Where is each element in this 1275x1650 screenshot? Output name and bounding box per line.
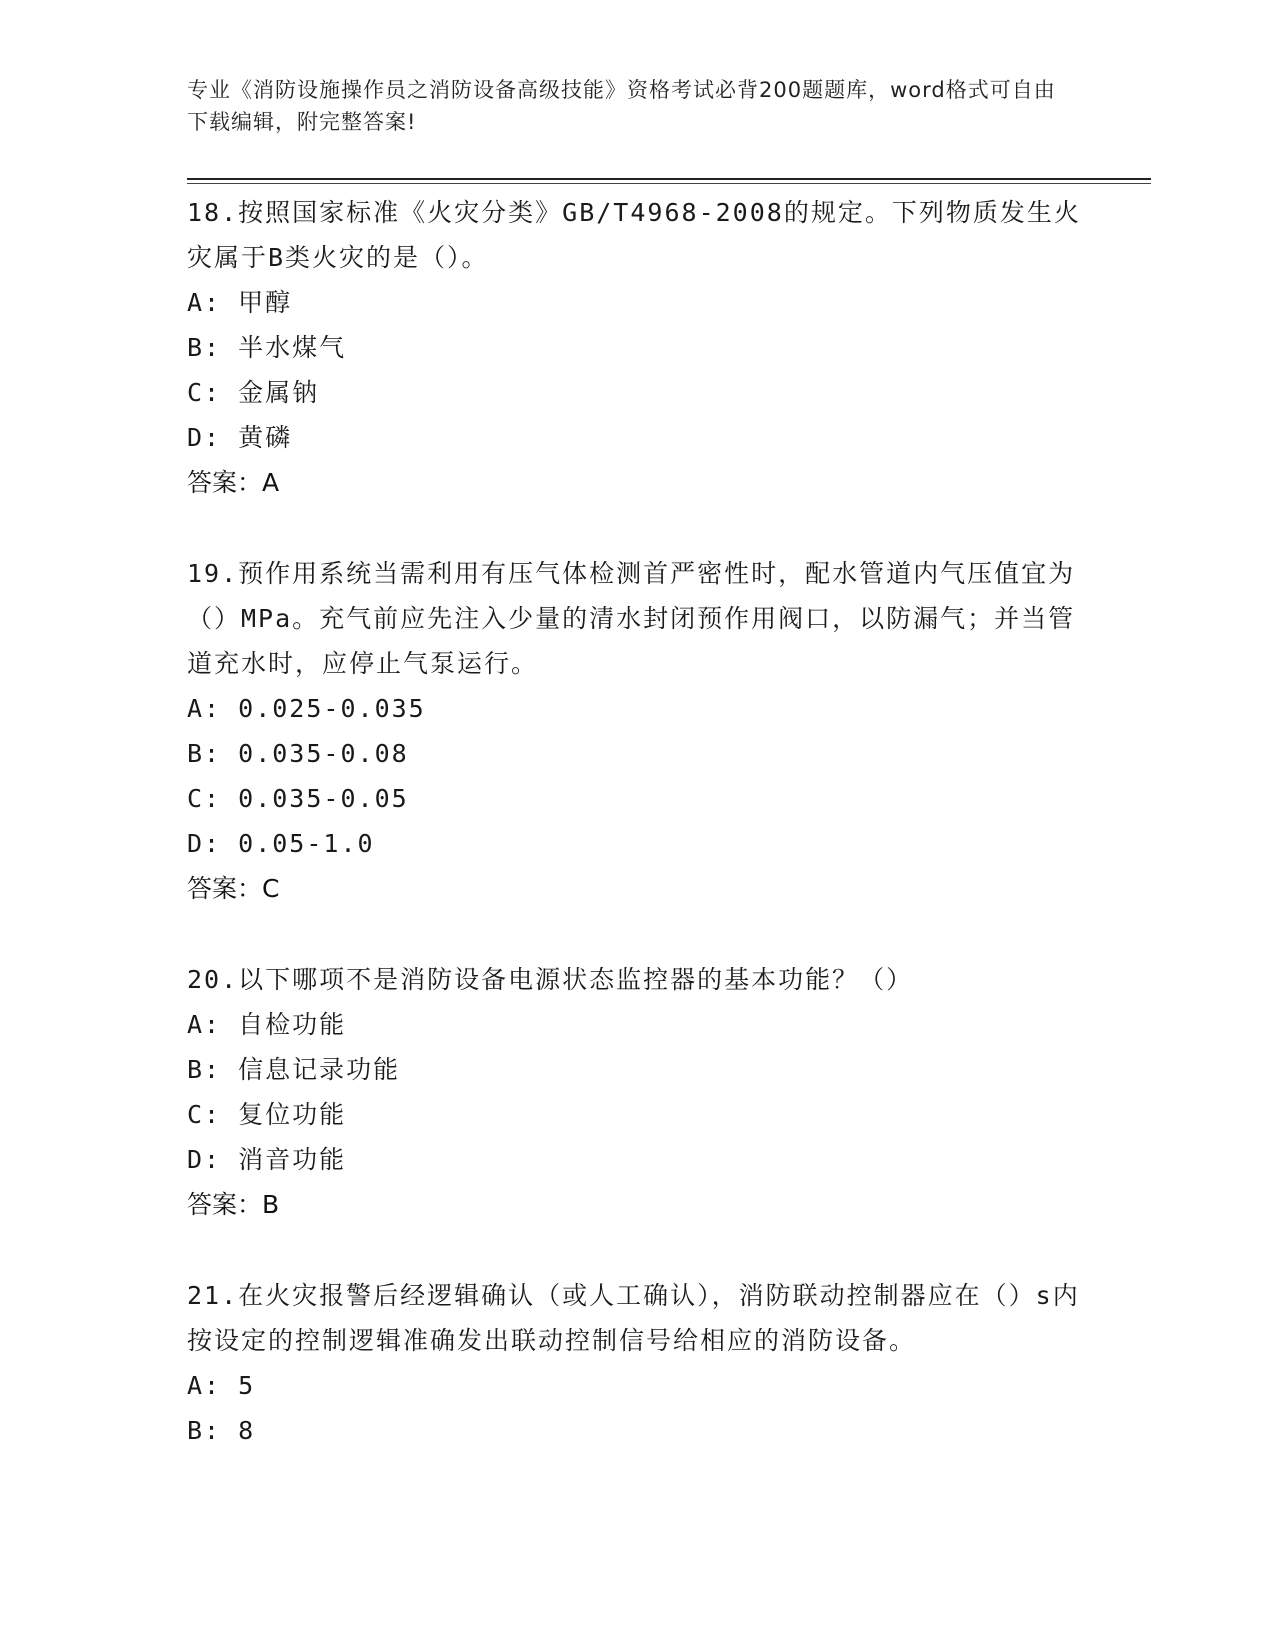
document-header: 专业《消防设施操作员之消防设备高级技能》资格考试必背200题题库，word格式可自由下载编辑，附完整答案! <box>187 78 1056 134</box>
question-text: 21.在火灾报警后经逻辑确认（或人工确认），消防联动控制器应在（）s内按设定的控制逻辑准确发出联动控制信号给相应的消防设备。 <box>187 1281 1080 1355</box>
option-b: B: 8 <box>187 1416 256 1445</box>
option-a: A: 0.025-0.035 <box>187 694 426 723</box>
question-20 <box>187 957 1087 1227</box>
option-c: C: 金属钠 <box>187 378 320 407</box>
question-text: 18.按照国家标准《火灾分类》GB/T4968-2008的规定。下列物质发生火灾属于B类火灾的是（）。 <box>187 198 1081 272</box>
header-divider-thick <box>187 178 1151 180</box>
option-d: D: 0.05-1.0 <box>187 829 375 858</box>
question-list <box>187 190 1087 1499</box>
answer-line: 答案：C <box>187 874 280 903</box>
option-c: C: 0.035-0.05 <box>187 784 409 813</box>
answer-line: 答案：A <box>187 468 280 497</box>
option-a: A: 甲醇 <box>187 288 293 317</box>
option-a: A: 自检功能 <box>187 1010 347 1039</box>
question-18 <box>187 190 1087 505</box>
question-text: 19.预作用系统当需利用有压气体检测首严密性时，配水管道内气压值宜为（）MPa。充气前应先注入少量的清水封闭预作用阀口，以防漏气；并当管道充水时，应停止气泵运行。 <box>187 559 1076 678</box>
header-divider-thin <box>187 183 1151 184</box>
option-d: D: 黄磷 <box>187 423 293 452</box>
option-b: B: 0.035-0.08 <box>187 739 409 768</box>
option-d: D: 消音功能 <box>187 1145 347 1174</box>
option-b: B: 半水煤气 <box>187 333 347 362</box>
option-a: A: 5 <box>187 1371 256 1400</box>
option-c: C: 复位功能 <box>187 1100 347 1129</box>
question-21 <box>187 1273 1087 1453</box>
question-text: 20.以下哪项不是消防设备电源状态监控器的基本功能？（） <box>187 965 914 994</box>
option-b: B: 信息记录功能 <box>187 1055 401 1084</box>
question-19 <box>187 551 1087 911</box>
answer-line: 答案：B <box>187 1190 280 1219</box>
